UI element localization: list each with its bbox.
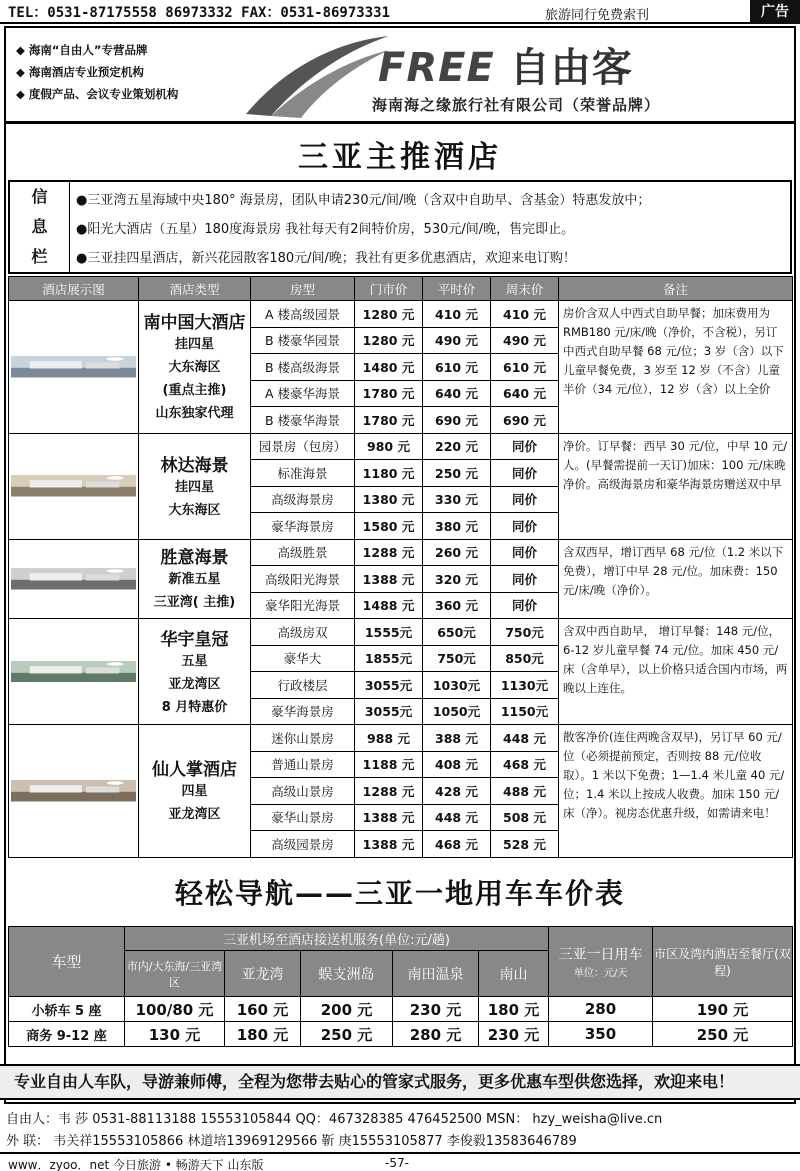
hotel-type: 8 月特惠价 [161,699,228,715]
info-label [10,182,70,272]
room-type: 高级海景房 [251,486,355,513]
room-price: 690 元 [491,407,559,434]
room-type: 园景房（包房） [251,433,355,460]
room-price: 850元 [491,645,559,672]
room-price: 1030元 [423,672,491,699]
hotel-name: 南中国大酒店 [143,313,246,334]
table-row [9,301,793,328]
info-line: ●三亚挂四星酒店，新兴花园散客180元/间/晚；我社有更多优惠酒店，欢迎来电订购！ [76,251,576,266]
room-price: 610 元 [491,354,559,381]
room-price: 1388 元 [355,804,423,831]
room-price: 750元 [423,645,491,672]
room-type: A 楼豪华海景 [251,380,355,407]
room-price: 980 元 [355,433,423,460]
table-row [9,725,793,752]
info-label-char: 息 [31,217,48,236]
table-row [9,997,793,1022]
room-price: 410 元 [423,301,491,328]
car-price: 230 元 [393,997,479,1022]
room-price: 260 元 [423,539,491,566]
hotel-photo-image [11,568,136,590]
room-type: 豪华海景房 [251,698,355,725]
room-price: 690 元 [423,407,491,434]
room-price: 380 元 [423,513,491,540]
car-price: 230 元 [479,1022,549,1047]
room-price: 同价 [491,486,559,513]
car-price: 280 [549,997,653,1022]
col-header: 周末价 [491,277,559,301]
table-row [9,539,793,566]
hotel-name: 林达海景 [160,455,229,476]
room-price: 1150元 [491,698,559,725]
car-price: 200 元 [301,997,393,1022]
hotel-note: 房价含双人中西式自助早餐；加床费用为 RMB180 元/床/晚（净价，不含税），另订中西式自助早餐 68 元/位；3 岁（含）以下儿童早餐免费，3 岁至 12 岁（不含）儿童半价（34 元/位），12 岁（含）以上全价 [559,301,793,434]
info-label-char: 栏 [31,247,48,266]
room-price: 490 元 [423,327,491,354]
col-header: 门市价 [355,277,423,301]
car-price: 160 元 [225,997,301,1022]
room-price: 410 元 [491,301,559,328]
room-type: 高级胜景 [251,539,355,566]
hotel-note: 含双中西自助早， 增订早餐：148 元/位，6-12 岁儿童早餐 74 元/位。加床 450 元/床（含单早），以上价格只适合国内市场，两晚以上连住。 [559,619,793,725]
room-price: 640 元 [423,380,491,407]
site-info: www．zyoo．net 今日旅游 • 畅游天下 山东版 [8,1158,264,1171]
hotel-type: 大东海区 [168,360,221,376]
room-price: 1780 元 [355,407,423,434]
info-box [8,180,792,274]
day-rental-title: 三亚一日用车 [558,947,643,963]
room-type: 普通山景房 [251,751,355,778]
room-price: 同价 [491,592,559,619]
brand-cn: 自由客 [509,45,633,91]
room-price: 1280 元 [355,327,423,354]
sub-header: 南田温泉 [393,951,479,997]
hotel-table-header [9,277,793,301]
room-price: 1580 元 [355,513,423,540]
hotel-type-cell [139,433,251,539]
room-type: 高级园景房 [251,831,355,858]
ad-badge: 广告 [750,0,800,24]
hotel-type: 山东独家代理 [155,406,234,422]
table-row [9,1022,793,1047]
hotel-photo [9,725,139,858]
hotel-type: 三亚湾( 主推) [153,595,236,611]
page-number: -57- [385,1156,409,1170]
hotel-type: 亚龙湾区 [168,807,221,823]
room-type: A 楼高级园景 [251,301,355,328]
hotel-name: 仙人掌酒店 [152,760,237,781]
room-type: 高级山景房 [251,778,355,805]
room-type: 高级房双 [251,619,355,646]
room-type: 迷你山景房 [251,725,355,752]
city-transfer-header: 市区及湾内酒店至餐厅(双程) [653,927,793,997]
hotel-name: 华宇皇冠 [160,629,229,650]
hotel-photo-image [11,661,136,683]
info-label-char: 信 [31,187,48,206]
banner-slogan: ◆ 海南酒店专业预定机构 [16,65,144,79]
hotel-type: (重点主推) [162,383,227,399]
room-price: 468 元 [423,831,491,858]
room-type: 豪华阳光海景 [251,592,355,619]
room-price: 640 元 [491,380,559,407]
hotel-type-cell [139,301,251,434]
room-type: B 楼豪华海景 [251,407,355,434]
car-price: 350 [549,1022,653,1047]
room-price: 750元 [491,619,559,646]
room-price: 610 元 [423,354,491,381]
room-price: 1488 元 [355,592,423,619]
airport-group-header: 三亚机场至酒店接送机服务(单位:元/趟) [125,927,549,951]
car-type: 小轿车 5 座 [9,997,125,1022]
room-price: 528 元 [491,831,559,858]
hotel-type: 新准五星 [168,572,221,588]
car-price: 180 元 [225,1022,301,1047]
room-type: 豪华大 [251,645,355,672]
cars-title: 轻松导航——三亚一地用车车价表 [174,877,625,910]
hotel-type: 挂四星 [174,479,214,495]
room-price: 388 元 [423,725,491,752]
room-price: 468 元 [491,751,559,778]
hotel-photo [9,619,139,725]
room-type: 行政楼层 [251,672,355,699]
room-price: 1280 元 [355,301,423,328]
room-price: 同价 [491,513,559,540]
room-price: 320 元 [423,566,491,593]
col-header: 酒店类型 [139,277,251,301]
room-price: 1380 元 [355,486,423,513]
day-rental-header [549,927,653,997]
room-price: 1130元 [491,672,559,699]
car-price-table [8,926,793,1047]
car-price: 130 元 [125,1022,225,1047]
car-price: 250 元 [653,1022,793,1047]
car-price: 280 元 [393,1022,479,1047]
room-price: 448 元 [423,804,491,831]
sub-header: 市内/大东海/三亚湾区 [125,951,225,997]
hotel-type: 四星 [181,784,208,800]
day-rental-unit: 单位：元/天 [573,968,628,979]
info-line: ●三亚湾五星海域中央180° 海景房，团队申请230元/间/晚（含双中自助早、含基金）特惠发放中； [76,193,651,208]
hotel-type: 亚龙湾区 [168,676,221,692]
hotel-type: 大东海区 [168,502,221,518]
hotel-type: 挂四星 [174,337,214,353]
hotel-photo [9,433,139,539]
room-price: 1480 元 [355,354,423,381]
car-price: 180 元 [479,997,549,1022]
sub-header: 蜈支洲岛 [301,951,393,997]
brand-logo [378,36,633,93]
company-name: 海南海之缘旅行社有限公司（荣誉品牌） [372,96,661,114]
room-price: 1188 元 [355,751,423,778]
hotel-type-cell [139,539,251,619]
room-price: 490 元 [491,327,559,354]
hotel-photo [9,539,139,619]
tel-fax-line: TEL：0531-87175558 86973332 FAX：0531-86973331 [8,5,391,21]
room-price: 360 元 [423,592,491,619]
swoosh-logo-icon [241,32,391,120]
car-price: 100/80 元 [125,997,225,1022]
hotel-type-cell [139,725,251,858]
room-price: 3055元 [355,672,423,699]
service-footnote: 专业自由人车队，导游兼师傅，全程为您带去贴心的管家式服务，更多优惠车型供您选择，欢迎来电！ [0,1064,800,1100]
room-price: 508 元 [491,804,559,831]
col-header: 房型 [251,277,355,301]
sub-header: 南山 [479,951,549,997]
header-slogan: 旅游同行免费索刊 [545,8,650,23]
car-type-header: 车型 [9,927,125,997]
room-price: 1388 元 [355,831,423,858]
room-price: 同价 [491,460,559,487]
top-bar [0,0,800,24]
info-line: ●阳光大酒店（五星）180度海景房 我社每天有2间特价房，530元/间/晚，售完即止。 [76,222,575,237]
col-header: 平时价 [423,277,491,301]
hotel-note: 净价。订早餐：西早 30 元/位，中早 10 元/人。(早餐需提前一天订)加床：100 元/床晚净价。高级海景房和豪华海景房赠送双中早 [559,433,793,539]
room-price: 1555元 [355,619,423,646]
hotel-table [8,276,793,858]
room-price: 1288 元 [355,539,423,566]
bottom-bar [0,1152,800,1171]
room-price: 650元 [423,619,491,646]
hotels-title: 三亚主推酒店 [298,140,502,175]
table-row [9,619,793,646]
hotel-photo-image [11,475,136,497]
room-type: 豪华山景房 [251,804,355,831]
room-price: 448 元 [491,725,559,752]
hotel-photo-image [11,356,136,378]
room-type: B 楼豪华园景 [251,327,355,354]
banner-slogan: ◆ 海南“自由人”专营品牌 [16,43,148,57]
hotel-photo-image [11,780,136,802]
hotel-type-cell [139,619,251,725]
car-price: 250 元 [301,1022,393,1047]
banner-slogans [16,42,256,108]
room-price: 988 元 [355,725,423,752]
car-price: 190 元 [653,997,793,1022]
contact-line: 自由人：韦 莎 0531-88113188 15553105844 QQ：467328385 476452500 MSN： hzy_weisha@live.cn [6,1112,663,1127]
room-price: 同价 [491,566,559,593]
room-price: 同价 [491,433,559,460]
room-type: B 楼高级海景 [251,354,355,381]
hotel-note: 含双西早，增订西早 68 元/位（1.2 米以下免费），增订中早 28 元/位。加床费：150 元/床/晚（净价）。 [559,539,793,619]
info-lines [76,186,790,273]
hotel-name: 胜意海景 [160,548,229,569]
sub-header: 亚龙湾 [225,951,301,997]
room-price: 1180 元 [355,460,423,487]
room-price: 1855元 [355,645,423,672]
room-price: 250 元 [423,460,491,487]
room-price: 488 元 [491,778,559,805]
banner-slogan: ◆ 度假产品、会议专业策划机构 [16,87,179,101]
room-type: 标准海景 [251,460,355,487]
room-price: 1388 元 [355,566,423,593]
table-row [9,433,793,460]
room-type: 高级阳光海景 [251,566,355,593]
room-price: 220 元 [423,433,491,460]
room-type: 豪华海景房 [251,513,355,540]
room-price: 428 元 [423,778,491,805]
room-price: 1050元 [423,698,491,725]
room-price: 408 元 [423,751,491,778]
hotel-type: 五星 [181,653,208,669]
col-header: 备注 [559,277,793,301]
room-price: 1288 元 [355,778,423,805]
brand-banner [6,28,794,124]
hotel-photo [9,301,139,434]
room-price: 1780 元 [355,380,423,407]
car-type: 商务 9-12 座 [9,1022,125,1047]
contact-line: 外 联： 韦关祥15553105866 林道培13969129566 靳 庚15553105877 李俊毅13583646789 [6,1134,577,1149]
brand-en: FREE [378,45,495,91]
room-price: 330 元 [423,486,491,513]
col-header: 酒店展示图 [9,277,139,301]
room-price: 同价 [491,539,559,566]
hotel-note: 散客净价(连住两晚含双早)，另订早 60 元/位（必须提前预定，否则按 88 元/位收取）。1 米以下免费；1—1.4 米儿童 40 元/位；1.4 米以上按成人收费。加床 150 元/床（净）。视房态优惠升级，如需请来电！ [559,725,793,858]
room-price: 3055元 [355,698,423,725]
